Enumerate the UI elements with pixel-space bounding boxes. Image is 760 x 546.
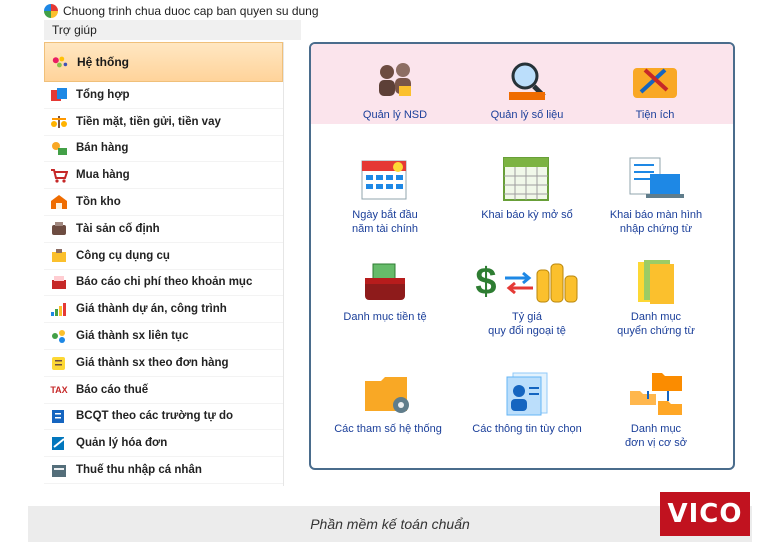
tile-label: Tỷ giá: [512, 311, 542, 323]
tile-label: Danh mục: [630, 311, 682, 323]
tax-icon: TAX: [50, 384, 68, 395]
menu-help[interactable]: Trợ giúp: [52, 23, 97, 37]
tile-toolbox[interactable]: [597, 52, 713, 122]
system-panel: [309, 42, 735, 470]
tile-folder-tree[interactable]: [591, 366, 721, 450]
laptop-checklist-icon: [626, 152, 686, 208]
sidebar-item-label: BCQT theo các trường tự do: [76, 410, 234, 423]
sidebar-item[interactable]: [44, 350, 283, 377]
sidebar-item-label: Báo cáo chi phí theo khoản mục: [76, 276, 253, 289]
tile-label: Ngày bắt đầu: [352, 209, 418, 221]
tile-label: Các thông tin tùy chọn: [472, 423, 582, 435]
sidebar-header-label: Hệ thống: [77, 55, 129, 69]
tile-label: Khai báo kỳ mở sổ: [481, 209, 573, 221]
sidebar-item-label: Báo cáo thuế: [76, 383, 149, 396]
calendar-icon: [355, 152, 415, 208]
exchange-rate-icon: [462, 254, 592, 310]
bar-chart-icon: [50, 301, 68, 317]
cart-icon: [50, 167, 68, 183]
brand-logo-text: VICO: [667, 499, 743, 529]
footer-caption: Phần mềm kế toán chuẩn: [310, 516, 470, 532]
warehouse-icon: [50, 194, 68, 210]
tile-label-line2: năm tài chính: [351, 223, 419, 235]
sidebar-item[interactable]: [44, 323, 283, 350]
tile-label: Tiện ích: [635, 109, 675, 121]
sales-icon: [50, 140, 68, 156]
sidebar-item[interactable]: [44, 109, 283, 136]
assets-icon: [50, 221, 68, 237]
scale-icon: [50, 114, 68, 130]
tile-label-line2: nhập chứng từ: [619, 223, 693, 235]
app-logo-icon: [44, 4, 58, 18]
money-box-icon: [355, 254, 415, 310]
sidebar-item[interactable]: [44, 243, 283, 270]
sidebar-item-label: Thuế thu nhập cá nhân: [76, 464, 202, 477]
sidebar-item[interactable]: [44, 82, 283, 109]
tile-label-line2: quyển chứng từ: [617, 325, 695, 337]
tile-folders[interactable]: [591, 254, 721, 338]
sidebar-item-label: Giá thành dự án, công trình: [76, 303, 227, 316]
sidebar-item[interactable]: [44, 377, 283, 404]
sidebar-item-label: Tài sản cố định: [76, 222, 160, 235]
folder-gear-icon: [358, 366, 418, 422]
sidebar-item[interactable]: [44, 136, 283, 163]
sidebar-item[interactable]: [44, 404, 283, 431]
tile-exchange-rate[interactable]: [457, 254, 597, 338]
users-lock-icon: [365, 52, 425, 108]
sidebar-item-label: Bán hàng: [76, 142, 129, 155]
tile-label: Quản lý NSD: [362, 109, 428, 121]
tile-label: Các tham số hệ thống: [334, 423, 442, 435]
report-icon: [50, 274, 68, 290]
sidebar-item-system[interactable]: [44, 42, 283, 82]
system-icon: [51, 54, 69, 70]
sidebar-item[interactable]: [44, 457, 283, 484]
tile-label: Khai báo màn hình: [609, 209, 703, 221]
tile-label: Quản lý số liệu: [490, 109, 564, 121]
sidebar-item-label: Mua hàng: [76, 169, 130, 182]
summary-icon: [50, 87, 68, 103]
edit-icon: [50, 408, 68, 424]
sidebar-item-label: Giá thành sx liên tục: [76, 330, 189, 343]
tile-label-line2: đơn vị cơ sở: [625, 437, 687, 449]
data-search-icon: [497, 52, 557, 108]
tile-laptop-checklist[interactable]: [591, 152, 721, 236]
order-icon: [50, 355, 68, 371]
brand-logo: [660, 492, 750, 536]
sidebar-item-label: Tổng hợp: [76, 88, 130, 101]
caption-bar: [28, 506, 752, 542]
tile-users-lock[interactable]: [337, 52, 453, 122]
sidebar-item-label: Tiền mặt, tiền gửi, tiền vay: [76, 115, 221, 128]
sidebar-item-label: Quản lý hóa đơn: [76, 437, 168, 450]
module-sidebar: [44, 42, 284, 486]
dollar-icon: $: [475, 260, 497, 303]
sidebar-list: [44, 82, 283, 484]
folder-tree-icon: [626, 366, 686, 422]
invoice-icon: [50, 435, 68, 451]
production-icon: [50, 328, 68, 344]
tile-label: Danh mục tiền tệ: [343, 311, 427, 323]
menu-bar: [44, 20, 301, 40]
user-card-icon: [497, 366, 557, 422]
toolbox-icon: [625, 52, 685, 108]
tile-calendar[interactable]: [325, 152, 445, 236]
sidebar-item[interactable]: [44, 189, 283, 216]
sidebar-item[interactable]: [44, 430, 283, 457]
sidebar-item-label: Tồn kho: [76, 196, 121, 209]
tile-folder-gear[interactable]: [325, 366, 451, 436]
sidebar-item[interactable]: [44, 270, 283, 297]
personal-tax-icon: [50, 462, 68, 478]
window-title: Chuong trinh chua duoc cap ban quyen su dung: [63, 4, 319, 18]
sidebar-item-label: Giá thành sx theo đơn hàng: [76, 356, 229, 369]
title-bar: [44, 3, 319, 19]
tile-money-box[interactable]: [325, 254, 445, 324]
tile-label: Danh mục: [630, 423, 682, 435]
tile-label-line2: quy đổi ngoại tệ: [488, 325, 566, 337]
tile-user-card[interactable]: [457, 366, 597, 436]
calendar-open-icon: [497, 152, 557, 208]
sidebar-item[interactable]: [44, 162, 283, 189]
tile-data-search[interactable]: [457, 52, 597, 122]
sidebar-item[interactable]: [44, 296, 283, 323]
sidebar-item[interactable]: [44, 216, 283, 243]
tools-icon: [50, 248, 68, 264]
tile-calendar-open[interactable]: [457, 152, 597, 222]
folders-icon: [626, 254, 686, 310]
sidebar-item-label: Công cụ dụng cụ: [76, 249, 170, 262]
